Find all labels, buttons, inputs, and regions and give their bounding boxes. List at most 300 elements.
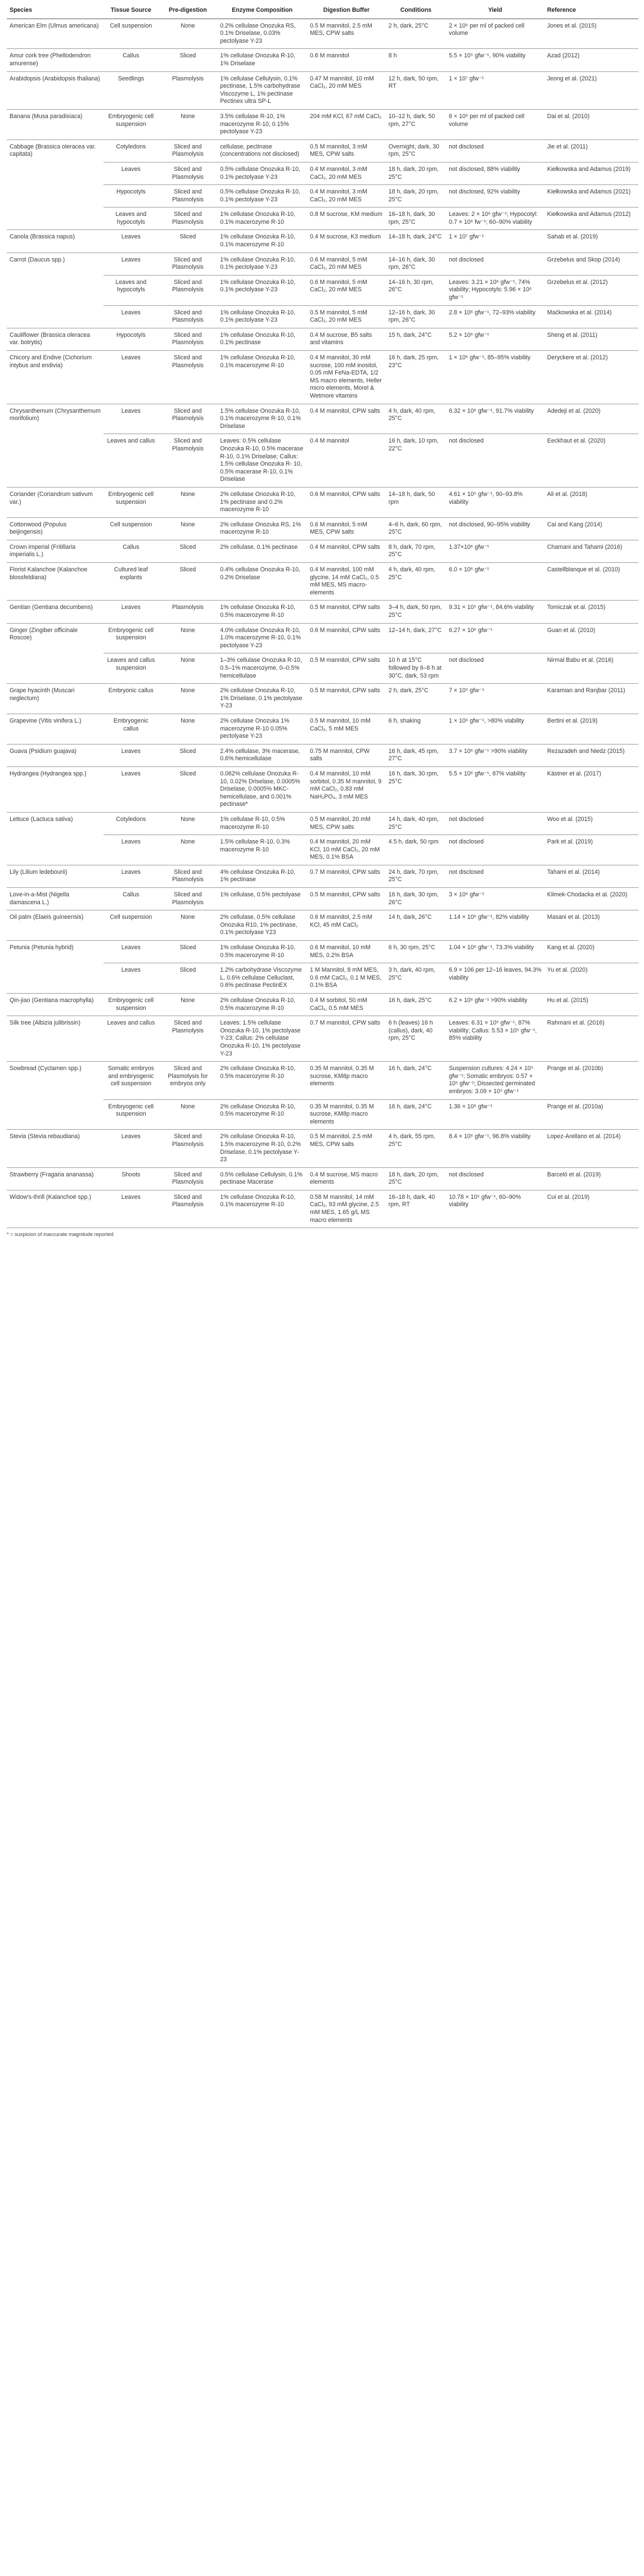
cell-digestion-buffer: 0.5 M mannitol, CPW salts	[307, 684, 386, 714]
table-row	[7, 487, 638, 517]
cell-yield: not disclosed	[446, 835, 544, 865]
cell-tissue-source: Cotyledons	[103, 812, 158, 834]
table-row	[7, 835, 638, 865]
cell-species: Petunia (Petunia hybrid)	[7, 941, 103, 963]
cell-yield: 1 × 10⁷ gfw⁻¹	[446, 230, 544, 252]
cell-species: Sowbread (Cyclamen spp.)	[7, 1062, 103, 1099]
table-row	[7, 185, 638, 207]
cell-digestion-buffer: 0.5 M mannitol, 2.5 mM MES, CPW salts	[307, 19, 386, 49]
cell-tissue-source: Callus	[103, 888, 158, 910]
table-row	[7, 139, 638, 162]
cell-tissue-source: Leaves and callus	[103, 434, 158, 488]
table-row	[7, 812, 638, 834]
cell-enzyme-composition: 2% cellulase Onozuka R-10, 0.5% macerozyme R-10	[217, 1062, 307, 1099]
cell-conditions: 4 h, dark, 55 rpm, 25°C	[386, 1130, 446, 1167]
table-row	[7, 19, 638, 49]
cell-enzyme-composition: 2% cellulase Onozuka R-10, 1.5% macerozyme R-10, 0.2% Driselase, 0.1% pectolyase Y-23	[217, 1130, 307, 1167]
cell-reference: Grzebelus et al. (2012)	[544, 275, 638, 305]
cell-pre-digestion: Sliced	[159, 563, 218, 601]
cell-enzyme-composition: 2% cellulase, 0.5% cellulase Onozuka R10, 1% pectinase, 0.1% pectolyase Y23	[217, 910, 307, 941]
cell-pre-digestion: None	[159, 812, 218, 834]
table-row	[7, 714, 638, 744]
cell-pre-digestion: Sliced and Plasmolysis	[159, 328, 218, 350]
cell-digestion-buffer: 0.5 M mannitol, 3 mM MES, CPW salts	[307, 139, 386, 162]
cell-digestion-buffer: 0.6 M mannitol, 5 mM MES, CPW salts	[307, 517, 386, 540]
cell-conditions: 4.5 h, dark, 50 rpm	[386, 835, 446, 865]
table-footnote: * = suspicion of inaccurate magnitude reported	[7, 1231, 114, 1238]
cell-reference: Yu et al. (2020)	[544, 963, 638, 994]
table-row	[7, 910, 638, 941]
cell-tissue-source: Callus	[103, 49, 158, 71]
cell-reference: Park et al. (2019)	[544, 835, 638, 865]
cell-reference: Maćkowska et al. (2014)	[544, 305, 638, 328]
cell-enzyme-composition: 0.2% cellulase Onozuka RS, 0.1% Driselase, 0.03% pectolyase Y-23	[217, 19, 307, 49]
cell-enzyme-composition: Leaves: 1.5% cellulase Onozuka R-10, 1% pectolyase Y-23; Callus: 2% cellulase Onozuka R-10, 1% pectolyase Y-23	[217, 1016, 307, 1062]
table-row	[7, 1016, 638, 1062]
cell-conditions: 3 h, dark, 40 rpm, 25°C	[386, 963, 446, 994]
cell-reference: Jones et al. (2015)	[544, 19, 638, 49]
cell-pre-digestion: None	[159, 684, 218, 714]
cell-species: Florist Kalanchoe (Kalanchoe blossfeldiana)	[7, 563, 103, 601]
cell-pre-digestion: Sliced and Plasmolysis	[159, 305, 218, 328]
cell-digestion-buffer: 0.4 M mannitol, 30 mM sucrose, 100 mM inositol, 0.05 mM FeNa-EDTA, 1/2 MS macro elements, Heller micro elements, Morel & Wetmore vitamins	[307, 351, 386, 404]
cell-species	[7, 305, 103, 328]
cell-digestion-buffer: 0.58 M mannitol, 14 mM CaCl₂, 93 mM glycine, 2.5 mM MES, 1.65 g/L MS macro elements	[307, 1190, 386, 1228]
cell-yield: Leaves: 2 × 10⁶ gfw⁻¹; Hypocotyl: 0.7 × 10⁶ fw⁻¹; 60–90% viability	[446, 207, 544, 230]
cell-conditions: 3–4 h, dark, 50 rpm, 25°C	[386, 601, 446, 623]
cell-enzyme-composition: 2% cellulase Onozuka R-10, 0.5% macerozyme R-10	[217, 994, 307, 1016]
cell-digestion-buffer: 0.4 M mannitol, 100 mM glycine, 14 mM CaCl₂, 0.5 mM MES, MS macro-elements	[307, 563, 386, 601]
cell-enzyme-composition: 1% cellulase, 0.5% pectolyase	[217, 888, 307, 910]
cell-enzyme-composition: 1% cellulase Onozuka R-10, 0.1% pectolyase Y-23	[217, 305, 307, 328]
cell-yield: 1 × 10⁷ gfw⁻¹	[446, 71, 544, 109]
cell-enzyme-composition: 1–3% cellulase Onozuka R-10, 0.5–1% macerozyme, 0–0.5% hemicellulase	[217, 653, 307, 684]
table-row	[7, 653, 638, 684]
cell-yield: not disclosed	[446, 252, 544, 275]
cell-species: Banana (Musa paradisiaca)	[7, 109, 103, 139]
cell-digestion-buffer: 0.5 M mannitol, CPW salts	[307, 601, 386, 623]
cell-reference: Kästner et al. (2017)	[544, 766, 638, 812]
cell-reference: Tomiczak et al. (2015)	[544, 601, 638, 623]
cell-digestion-buffer: 0.35 M mannitol, 0.35 M sucrose, KM8p macro elements	[307, 1062, 386, 1099]
table-row	[7, 963, 638, 994]
cell-conditions: 16 h, dark, 10 rpm, 22°C	[386, 434, 446, 488]
cell-reference: Kiełkowska and Adamus (2021)	[544, 185, 638, 207]
cell-yield: 1.14 × 10⁶ gfw⁻¹, 82% viability	[446, 910, 544, 941]
cell-pre-digestion: Sliced and Plasmolysis	[159, 434, 218, 488]
cell-tissue-source: Leaves	[103, 1190, 158, 1228]
cell-species: Carrot (Daucus spp.)	[7, 252, 103, 275]
cell-tissue-source: Leaves	[103, 963, 158, 994]
cell-reference: Nirmal Babu et al. (2016)	[544, 653, 638, 684]
cell-digestion-buffer: 0.6 M mannitol, 5 mM CaCl₂, 20 mM MES	[307, 275, 386, 305]
cell-species: American Elm (Ulmus americana)	[7, 19, 103, 49]
cell-yield: not disclosed	[446, 653, 544, 684]
cell-tissue-source: Leaves	[103, 351, 158, 404]
cell-conditions: 16 h, dark, 30 rpm, 25°C	[386, 766, 446, 812]
cell-digestion-buffer: 0.4 M mannitol, 10 mM sorbitol, 0.35 M mannitol, 9 mM CaCl₂, 0.83 mM NaH₂PO₄, 3 mM MES	[307, 766, 386, 812]
cell-reference: Kiełkowska and Adamus (2012)	[544, 207, 638, 230]
cell-tissue-source: Leaves	[103, 252, 158, 275]
cell-yield: 1 × 10⁶ gfw⁻¹, >80% viability	[446, 714, 544, 744]
table-row	[7, 563, 638, 601]
cell-species	[7, 1099, 103, 1130]
cell-yield: not disclosed	[446, 812, 544, 834]
cell-species	[7, 162, 103, 184]
cell-tissue-source: Leaves and callus suspension	[103, 653, 158, 684]
cell-enzyme-composition: 4.0% cellulase Onozuka R-10, 1.0% macerozyme R-10, 0.1% pectolyase Y-23	[217, 623, 307, 653]
cell-conditions: 16 h, dark, 30 rpm, 26°C	[386, 888, 446, 910]
cell-conditions: 4 h, dark, 40 rpm, 25°C	[386, 404, 446, 434]
cell-pre-digestion: Sliced and Plasmolysis	[159, 351, 218, 404]
cell-reference: Sheng et al. (2011)	[544, 328, 638, 350]
cell-yield: not disclosed, 90–95% viability	[446, 517, 544, 540]
cell-conditions: 24 h, dark, 70 rpm, 25°C	[386, 865, 446, 887]
cell-enzyme-composition: 2% cellulase Onozuka R-10, 1% Driselase, 0.1% pectolyase Y-23	[217, 684, 307, 714]
table-row	[7, 162, 638, 184]
cell-conditions: 6 h (leaves) 16 h (callus), dark, 40 rpm, 25°C	[386, 1016, 446, 1062]
cell-reference: Tahami et al. (2014)	[544, 865, 638, 887]
header-conditions: Conditions	[386, 4, 446, 19]
cell-tissue-source: Embryogenic callus	[103, 714, 158, 744]
cell-reference: Guan et al. (2010)	[544, 623, 638, 653]
cell-enzyme-composition: 0.062% cellulase Onozuka R-10, 0.02% Driselase, 0.0005% Driselase, 0.0005% MKC-hemicellulase, and 0.001% pectinase*	[217, 766, 307, 812]
cell-pre-digestion: Sliced and Plasmolysis	[159, 207, 218, 230]
cell-conditions: 14–18 h, dark, 50 rpm	[386, 487, 446, 517]
cell-species: Widow's-thrill (Kalanchoë spp.)	[7, 1190, 103, 1228]
cell-yield: not disclosed	[446, 865, 544, 887]
cell-conditions: 6 h, 30 rpm, 25°C	[386, 941, 446, 963]
cell-conditions: 12 h, dark, 50 rpm, RT	[386, 71, 446, 109]
cell-species	[7, 207, 103, 230]
cell-digestion-buffer: 0.5 M mannitol, 10 mM CaCl₂, 5 mM MES	[307, 714, 386, 744]
cell-conditions: 16–18 h, dark, 40 rpm, RT	[386, 1190, 446, 1228]
cell-yield: 3.7 × 10⁶ gfw⁻¹ >90% viability	[446, 744, 544, 766]
cell-tissue-source: Leaves	[103, 1130, 158, 1167]
cell-tissue-source: Leaves	[103, 941, 158, 963]
table-row	[7, 109, 638, 139]
cell-digestion-buffer: 0.4 M sucrose, B5 salts and vitamins	[307, 328, 386, 350]
cell-enzyme-composition: Leaves: 0.5% cellulase Onozuka R-10, 0.5% macerase R-10, 0.1% Driselase; Callus: 1.5% cellulase Onozuka R- 10, 0.5% macerase R-10, 0.1% Driselase	[217, 434, 307, 488]
cell-tissue-source: Embryogenic cell suspension	[103, 109, 158, 139]
header-yield: Yield	[446, 4, 544, 19]
cell-yield: 1.04 × 10⁶ gfw⁻¹, 73.3% viability	[446, 941, 544, 963]
cell-digestion-buffer: 0.4 M mannitol, CPW salts	[307, 404, 386, 434]
cell-yield: 5.5 × 10⁶ gfw⁻¹, 87% viability	[446, 766, 544, 812]
cell-conditions: 18 h, dark, 20 rpm, 25°C	[386, 1167, 446, 1190]
cell-yield: not disclosed	[446, 1167, 544, 1190]
cell-reference: Bertini et al. (2019)	[544, 714, 638, 744]
cell-conditions: 2 h, dark, 25°C	[386, 19, 446, 49]
cell-reference: Lopez-Arellano et al. (2014)	[544, 1130, 638, 1167]
header-pre-digestion: Pre-digestion	[159, 4, 218, 19]
table-row	[7, 865, 638, 887]
cell-conditions: 16 h, dark, 24°C	[386, 1099, 446, 1130]
table-row	[7, 1099, 638, 1130]
cell-tissue-source: Embryogenic cell suspension	[103, 994, 158, 1016]
table-row	[7, 684, 638, 714]
cell-digestion-buffer: 0.5 M mannitol, 2.5 mM MES, CPW salts	[307, 1130, 386, 1167]
cell-tissue-source: Leaves	[103, 865, 158, 887]
cell-pre-digestion: Sliced	[159, 941, 218, 963]
cell-tissue-source: Embryogenic cell suspension	[103, 623, 158, 653]
cell-pre-digestion: Sliced	[159, 49, 218, 71]
cell-reference: Kiełkowska and Adamus (2019)	[544, 162, 638, 184]
cell-conditions: 8 h	[386, 49, 446, 71]
cell-reference: Hu et al. (2015)	[544, 994, 638, 1016]
table-row	[7, 351, 638, 404]
cell-pre-digestion: Sliced and Plasmolysis	[159, 252, 218, 275]
table-row	[7, 1190, 638, 1228]
cell-tissue-source: Leaves	[103, 601, 158, 623]
cell-yield: 6 × 10⁶ per ml of packed cell volume	[446, 109, 544, 139]
cell-tissue-source: Cultured leaf explants	[103, 563, 158, 601]
cell-reference: Prange et al. (2010a)	[544, 1099, 638, 1130]
cell-tissue-source: Seedlings	[103, 71, 158, 109]
cell-species	[7, 185, 103, 207]
cell-enzyme-composition: 1% cellulase Onozuka R-10, 0.1% pectolyase Y-23	[217, 275, 307, 305]
cell-reference: Cui et al. (2019)	[544, 1190, 638, 1228]
cell-enzyme-composition: 1% cellulase Onozuka R-10, 0.1% macerozyme R-10	[217, 351, 307, 404]
cell-pre-digestion: Sliced and Plasmolysis	[159, 185, 218, 207]
cell-yield: 2.8 × 10⁶ gfw⁻¹, 72–93% viability	[446, 305, 544, 328]
cell-conditions: 10–12 h, dark, 50 rpm, 27°C	[386, 109, 446, 139]
cell-yield: 2 × 10⁶ per ml of packed cell volume	[446, 19, 544, 49]
cell-pre-digestion: Sliced and Plasmolysis	[159, 1130, 218, 1167]
cell-yield: 1.37×10⁶ gfw⁻¹	[446, 540, 544, 562]
cell-reference: Chamani and Tahami (2016)	[544, 540, 638, 562]
cell-species	[7, 963, 103, 994]
cell-reference: Castellblanque et al. (2010)	[544, 563, 638, 601]
cell-reference: Adedeji et al. (2020)	[544, 404, 638, 434]
cell-enzyme-composition: 0.5% cellulase Cellulysin, 0.1% pectinase Macerase	[217, 1167, 307, 1190]
cell-species	[7, 653, 103, 684]
cell-tissue-source: Cell suspension	[103, 19, 158, 49]
table-row	[7, 1167, 638, 1190]
cell-enzyme-composition: 3.5% cellulase R-10, 1% macerozyme R-10, 0.15% pectolyase Y-23	[217, 109, 307, 139]
cell-yield: Suspension cultures: 4.24 × 10⁵ gfw⁻¹; Somatic embryos: 0.57 × 10⁵ gfw⁻¹; Dissected germinated embryos: 3.09 × 10⁵ gfw⁻¹	[446, 1062, 544, 1099]
cell-conditions: 14–16 h, dark, 30 rpm, 26°C	[386, 252, 446, 275]
cell-conditions: 16 h, dark, 45 rpm, 27°C	[386, 744, 446, 766]
cell-species	[7, 434, 103, 488]
cell-pre-digestion: Sliced and Plasmolysis	[159, 888, 218, 910]
cell-reference: Jie et al. (2011)	[544, 139, 638, 162]
cell-enzyme-composition: 2% cellulase Onozuka R-10, 0.5% macerozyme R-10	[217, 1099, 307, 1130]
cell-digestion-buffer: 0.47 M mannitol, 10 mM CaCl₂, 20 mM MES	[307, 71, 386, 109]
cell-pre-digestion: Sliced	[159, 230, 218, 252]
cell-species: Stevia (Stevia rebaudiana)	[7, 1130, 103, 1167]
cell-enzyme-composition: 0.5% cellulase Onozuka R-10, 0.1% pectolyase Y-23	[217, 185, 307, 207]
cell-pre-digestion: Sliced and Plasmolysis for embryos only	[159, 1062, 218, 1099]
cell-digestion-buffer: 1 M Mannitol, 8 mM MES, 0.6 mM CaCl₂, 0.1 M MES, 0.1% BSA	[307, 963, 386, 994]
cell-enzyme-composition: 2% cellulase Onozuka RS, 1% macerozyme R-10	[217, 517, 307, 540]
cell-species: Crown imperial (Fritillaria imperialis L.)	[7, 540, 103, 562]
cell-tissue-source: Cell suspension	[103, 517, 158, 540]
table-row	[7, 404, 638, 434]
cell-digestion-buffer: 0.6 M mannitol	[307, 49, 386, 71]
cell-enzyme-composition: 1.5% cellulase Onozuka R-10, 0.1% macerozyme R-10, 0.1% Driselase	[217, 404, 307, 434]
cell-reference: Karamian and Ranjbar (2011)	[544, 684, 638, 714]
table-row	[7, 744, 638, 766]
cell-conditions: 14 h, dark, 40 rpm, 25°C	[386, 812, 446, 834]
cell-digestion-buffer: 0.6 M mannitol, 2.5 mM KCl, 45 mM CaCl₂	[307, 910, 386, 941]
cell-species: Cottonwood (Populus beijingensis)	[7, 517, 103, 540]
table-header-row	[7, 4, 638, 19]
cell-pre-digestion: None	[159, 623, 218, 653]
cell-enzyme-composition: 1% cellulase Onozuka R-10, 0.1% macerozyme R-10	[217, 230, 307, 252]
cell-reference: Deryckere et al. (2012)	[544, 351, 638, 404]
cell-tissue-source: Leaves and callus	[103, 1016, 158, 1062]
protoplast-protocol-table	[7, 4, 638, 1228]
cell-yield: not disclosed, 92% viability	[446, 185, 544, 207]
cell-conditions: 6 h, shaking	[386, 714, 446, 744]
cell-enzyme-composition: 1% cellulase Onozuka R-10, 1% Driselase	[217, 49, 307, 71]
cell-tissue-source: Leaves	[103, 305, 158, 328]
header-enzyme-composition: Enzyme Composition	[217, 4, 307, 19]
cell-species: Silk tree (Albizia julibrissin)	[7, 1016, 103, 1062]
cell-reference: Barceló et al. (2019)	[544, 1167, 638, 1190]
cell-digestion-buffer: 0.4 M sorbitol, 50 mM CaCl₂, 0.5 mM MES	[307, 994, 386, 1016]
cell-yield: 6.0 × 10⁶ gfw⁻¹	[446, 563, 544, 601]
cell-pre-digestion: Sliced	[159, 744, 218, 766]
table-row	[7, 1062, 638, 1099]
cell-enzyme-composition: 1% cellulase Onozuka R-10, 0.1% macerozyme R-10	[217, 207, 307, 230]
cell-enzyme-composition: 2% cellulase Onozuka R-10, 1% pectinase and 0.2% macerozyme R-10	[217, 487, 307, 517]
cell-species	[7, 835, 103, 865]
cell-species	[7, 275, 103, 305]
cell-yield: not disclosed, 88% viability	[446, 162, 544, 184]
cell-reference: Sahab et al. (2019)	[544, 230, 638, 252]
cell-pre-digestion: None	[159, 653, 218, 684]
cell-pre-digestion: Sliced and Plasmolysis	[159, 404, 218, 434]
cell-yield: 8.4 × 10⁶ gfw⁻¹, 96.8% viability	[446, 1130, 544, 1167]
cell-pre-digestion: Sliced and Plasmolysis	[159, 162, 218, 184]
cell-species: Love-in-a-Mist (Nigella damascena L.)	[7, 888, 103, 910]
cell-digestion-buffer: 0.4 M mannitol, 3 mM CaCl₂, 20 mM MES	[307, 185, 386, 207]
cell-enzyme-composition: 2.4% cellulase, 3% macerase, 0.6% hemicellulase	[217, 744, 307, 766]
table-row	[7, 941, 638, 963]
table-body	[7, 19, 638, 1228]
cell-species: Gentian (Gentiana decumbens)	[7, 601, 103, 623]
cell-species: Lily (Lilium ledebourii)	[7, 865, 103, 887]
cell-pre-digestion: None	[159, 109, 218, 139]
cell-tissue-source: Leaves	[103, 230, 158, 252]
cell-tissue-source: Leaves	[103, 404, 158, 434]
table-row	[7, 305, 638, 328]
table-row	[7, 1130, 638, 1167]
cell-digestion-buffer: 0.4 M mannitol	[307, 434, 386, 488]
cell-tissue-source: Hypocotyls	[103, 185, 158, 207]
cell-pre-digestion: Sliced	[159, 963, 218, 994]
cell-conditions: 12–16 h, dark, 30 rpm, 26°C	[386, 305, 446, 328]
cell-yield: 1 × 10⁶ gfw⁻¹, 85–95% viability	[446, 351, 544, 404]
cell-reference: Rahmani et al. (2016)	[544, 1016, 638, 1062]
cell-digestion-buffer: 0.4 M sucrose, MS macro elements	[307, 1167, 386, 1190]
cell-conditions: 16–18 h, dark, 30 rpm, 25°C	[386, 207, 446, 230]
cell-digestion-buffer: 0.8 M sucrose, KM medium	[307, 207, 386, 230]
cell-species: Cabbage (Brassica oleracea var. capitata)	[7, 139, 103, 162]
cell-digestion-buffer: 0.5 M mannitol, 5 mM CaCl₂, 20 mM MES	[307, 305, 386, 328]
cell-tissue-source: Leaves	[103, 766, 158, 812]
cell-enzyme-composition: 1% cellulase Cellulysin, 0.1% pectinase, 1.5% carbohydrase Viscozyme L, 1% pectinase Pectinex ultra SP-L	[217, 71, 307, 109]
cell-conditions: 14 h, dark, 26°C	[386, 910, 446, 941]
cell-species: Chrysanthemum (Chrysanthemum morifolium)	[7, 404, 103, 434]
cell-tissue-source: Cotyledons	[103, 139, 158, 162]
cell-digestion-buffer: 0.75 M mannitol, CPW salts	[307, 744, 386, 766]
cell-tissue-source: Leaves and hypocotyls	[103, 207, 158, 230]
cell-enzyme-composition: 1% cellulase R-10, 0.5% macerozyme R-10	[217, 812, 307, 834]
cell-enzyme-composition: 0.4% cellulase Onozuka R-10, 0.2% Driselase	[217, 563, 307, 601]
table-row	[7, 252, 638, 275]
cell-yield: 7 × 10⁵ gfw⁻¹	[446, 684, 544, 714]
cell-species: Ginger (Zingiber officinale Roscoe)	[7, 623, 103, 653]
cell-reference: Jeong et al. (2021)	[544, 71, 638, 109]
cell-species: Oil palm (Elaeis guineensis)	[7, 910, 103, 941]
cell-enzyme-composition: 1% cellulase Onozuka R-10, 0.1% pectolyase Y-23	[217, 252, 307, 275]
table-row	[7, 71, 638, 109]
cell-tissue-source: Embryonic callus	[103, 684, 158, 714]
cell-enzyme-composition: 2% cellulase, 0.1% pectinase	[217, 540, 307, 562]
cell-yield: 10.78 × 10⁵ gfw⁻¹, 60–90% viability	[446, 1190, 544, 1228]
cell-species: Qin-jiao (Gentiana macrophylla)	[7, 994, 103, 1016]
cell-conditions: 4–6 h, dark, 60 rpm, 25°C	[386, 517, 446, 540]
cell-conditions: 18 h, dark, 20 rpm, 25°C	[386, 162, 446, 184]
cell-pre-digestion: Sliced and Plasmolysis	[159, 1167, 218, 1190]
cell-yield: Leaves: 6.31 × 10⁵ gfw⁻¹, 87% viability; Callus: 5.53 × 10⁵ gfw⁻¹, 85% viability	[446, 1016, 544, 1062]
cell-digestion-buffer: 0.4 M mannitol, CPW salts	[307, 540, 386, 562]
cell-reference: Kang et al. (2020)	[544, 941, 638, 963]
table-row	[7, 766, 638, 812]
cell-digestion-buffer: 0.4 M mannitol, 20 mM KCl, 10 mM CaCl₂, 20 mM MES, 0.1% BSA	[307, 835, 386, 865]
cell-tissue-source: Leaves	[103, 835, 158, 865]
cell-conditions: 2 h, dark, 25°C	[386, 684, 446, 714]
cell-yield: 5.2 × 10⁶ gfw⁻¹	[446, 328, 544, 350]
cell-yield: 3 × 10⁶ gfw⁻¹	[446, 888, 544, 910]
cell-pre-digestion: Sliced and Plasmolysis	[159, 865, 218, 887]
cell-reference: Woo et al. (2015)	[544, 812, 638, 834]
cell-digestion-buffer: 0.6 M mannitol, CPW salts	[307, 623, 386, 653]
cell-conditions: 15 h, dark, 24°C	[386, 328, 446, 350]
table-row	[7, 328, 638, 350]
cell-conditions: 16 h, dark, 24°C	[386, 1062, 446, 1099]
cell-pre-digestion: Sliced and Plasmolysis	[159, 1190, 218, 1228]
cell-digestion-buffer: 0.6 M mannitol, 10 mM MES, 0.2% BSA	[307, 941, 386, 963]
cell-conditions: 12–14 h, dark, 27°C	[386, 623, 446, 653]
cell-conditions: 14–18 h, dark, 24°C	[386, 230, 446, 252]
table-row	[7, 49, 638, 71]
cell-species: Guava (Psidium guajava)	[7, 744, 103, 766]
cell-enzyme-composition: 2% cellulase Onozuka 1% macerozyme R-10 0.05% pectolyase Y-23	[217, 714, 307, 744]
cell-pre-digestion: Plasmolysis	[159, 71, 218, 109]
cell-yield: 4.61 × 10⁵ gfw⁻¹, 90–93.8% viability	[446, 487, 544, 517]
cell-digestion-buffer: 0.6 M mannitol, 5 mM CaCl₂, 20 mM MES	[307, 252, 386, 275]
cell-yield: 5.5 × 10⁵ gfw⁻¹, 90% viability	[446, 49, 544, 71]
cell-yield: 6.27 × 10⁶ gfw⁻¹	[446, 623, 544, 653]
cell-tissue-source: Leaves	[103, 744, 158, 766]
cell-reference: Eeckhaut et al. (2020)	[544, 434, 638, 488]
cell-enzyme-composition: 1% cellulase Onozuka R-10, 0.1% macerozyme R-10	[217, 1190, 307, 1228]
cell-reference: Grzebelus and Skop (2014)	[544, 252, 638, 275]
cell-species: Chicory and Endive (Cichorium intybus and endivia)	[7, 351, 103, 404]
cell-pre-digestion: None	[159, 517, 218, 540]
cell-conditions: 14–16 h, 30 rpm, 26°C	[386, 275, 446, 305]
header-reference: Reference	[544, 4, 638, 19]
cell-reference: Klimek-Chodacka et al. (2020)	[544, 888, 638, 910]
table-row	[7, 517, 638, 540]
cell-species: Coriander (Coriandrum sativum var.)	[7, 487, 103, 517]
cell-enzyme-composition: 1% cellulase Onozuka R-10, 0.5% macerozyme R-10	[217, 941, 307, 963]
cell-tissue-source: Callus	[103, 540, 158, 562]
